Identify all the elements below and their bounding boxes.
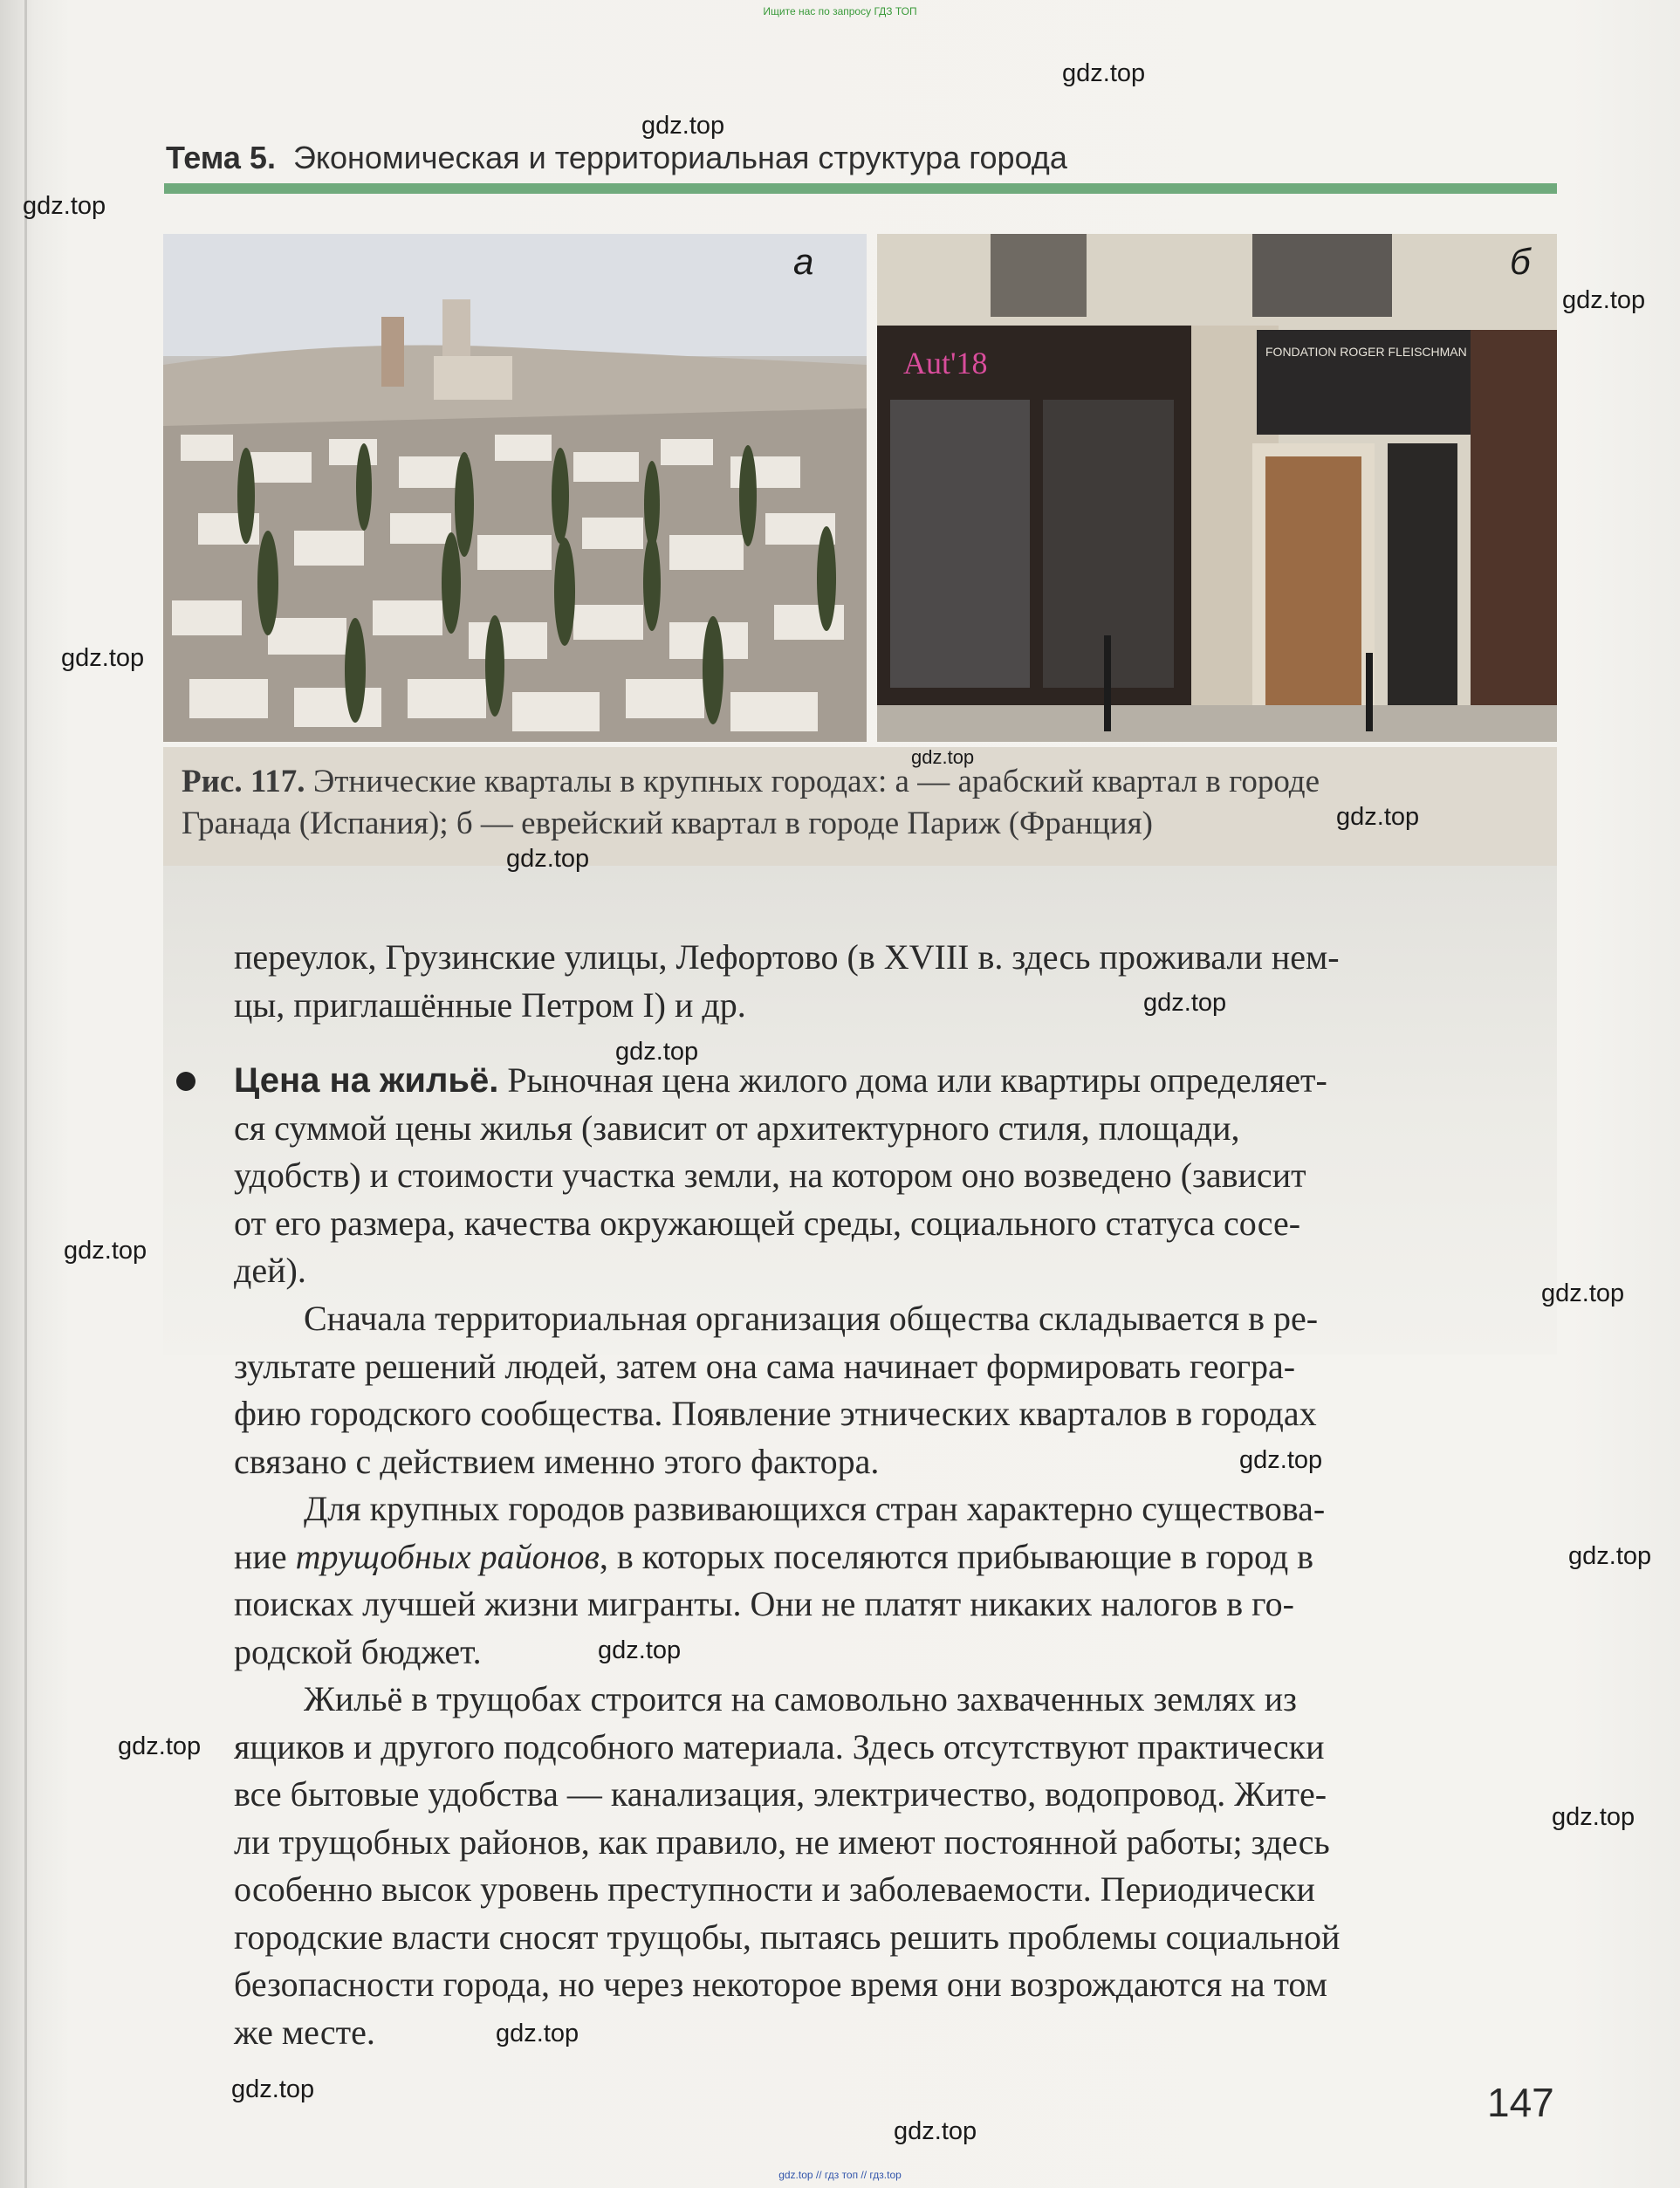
- shop-sign-text: Aut'18: [903, 346, 988, 381]
- top-search-hint[interactable]: Ищите нас по запросу ГДЗ ТОП: [763, 5, 917, 17]
- caption-number: Рис. 117.: [182, 764, 305, 799]
- watermark: gdz.top: [23, 192, 106, 220]
- bullet-icon: [176, 1072, 195, 1091]
- page-spine: [24, 0, 27, 2188]
- figure-label-a: а: [793, 241, 814, 282]
- watermark: gdz.top: [615, 1038, 699, 1066]
- topic-title: Экономическая и территориальная структура города: [292, 140, 1067, 175]
- topic-number: Тема 5.: [166, 140, 276, 175]
- watermark: gdz.top: [61, 644, 145, 672]
- photo-granada: [163, 234, 867, 742]
- watermark: gdz.top: [598, 1636, 682, 1664]
- caption-line-1: Рис. 117. Этнические кварталы в крупных городах: а — арабский квартал в городе: [182, 764, 1320, 799]
- page-number: 147: [1487, 2080, 1554, 2125]
- watermark: gdz.top: [1552, 1803, 1635, 1831]
- watermark: gdz.top: [231, 2075, 315, 2103]
- watermark: gdz.top: [1568, 1542, 1652, 1570]
- watermark: gdz.top: [118, 1732, 202, 1760]
- watermark: gdz.top: [1541, 1279, 1625, 1307]
- bottom-links[interactable]: gdz.top // гдз топ // гдз.top: [778, 2169, 902, 2181]
- paragraph-slums-intro: Для крупных городов развивающихся стран характерно существова- ние трущобных районов, в которых поселяются прибывающие в город в поисках лучшей жизни мигранты. Они не платят никаких налогов в го- родской бюджет.: [234, 1489, 1326, 1671]
- watermark: gdz.top: [496, 2020, 579, 2047]
- photo-paris: [877, 234, 1557, 742]
- watermark: gdz.top: [894, 2117, 977, 2145]
- paragraph-slums-housing: Жильё в трущобах строится на самовольно захваченных землях из ящиков и другого подсобного материала. Здесь отсутствуют практически все бытовые удобства — канализация, электричество, водопровод. Жите- ли трущобных районов, как правило, не имеют постоянной работы; здесь особенно высок уровень преступности и заболеваемости. Периодически городские власти сносят трущобы, пытаясь решить проблемы социальной безопасности города, но через некоторое время они возрождаются на том же месте.: [234, 1679, 1341, 2052]
- caption-line-2: Гранада (Испания); б — еврейский квартал в городе Париж (Франция): [182, 806, 1153, 841]
- watermark: gdz.top: [1239, 1446, 1323, 1474]
- foundation-sign-text: FONDATION ROGER FLEISCHMAN: [1265, 345, 1467, 359]
- italic-term: трущобных районов: [295, 1536, 600, 1576]
- figure-label-b: б: [1510, 241, 1531, 282]
- paragraph-housing-price: Цена на жильё. Рыночная цена жилого дома или квартиры определяет- ся суммой цены жилья (зависит от архитектурного стиля, площади, удобств) и стоимости участка земли, на котором оно возведено (зависит от его размера, качества окружающей среды, социального статуса сосе- дей).: [234, 1060, 1327, 1290]
- watermark: gdz.top: [1562, 286, 1646, 314]
- watermark: gdz.top: [1143, 989, 1227, 1017]
- watermark: gdz.top: [1062, 59, 1146, 87]
- watermark: gdz.top: [641, 112, 725, 140]
- paris-illustration: [877, 234, 1557, 742]
- watermark: gdz.top: [506, 845, 590, 873]
- watermark: gdz.top: [911, 746, 975, 768]
- header-rule: [164, 183, 1557, 194]
- watermark: gdz.top: [1336, 803, 1420, 831]
- paragraph-lead: Цена на жильё.: [234, 1061, 499, 1100]
- watermark: gdz.top: [64, 1237, 147, 1265]
- paragraph-continuation: переулок, Грузинские улицы, Лефортово (в XVIII в. здесь проживали нем- цы, приглашённые Петром I) и др.: [234, 937, 1340, 1025]
- paragraph-territorial: Сначала территориальная организация общества складывается в ре- зультате решений людей, затем она сама начинает формировать геогра- фию городского сообщества. Появление этнических кварталов в городах связано с действием именно этого фактора.: [234, 1299, 1319, 1481]
- topic-header: [166, 140, 1555, 176]
- granada-illustration: [163, 234, 867, 742]
